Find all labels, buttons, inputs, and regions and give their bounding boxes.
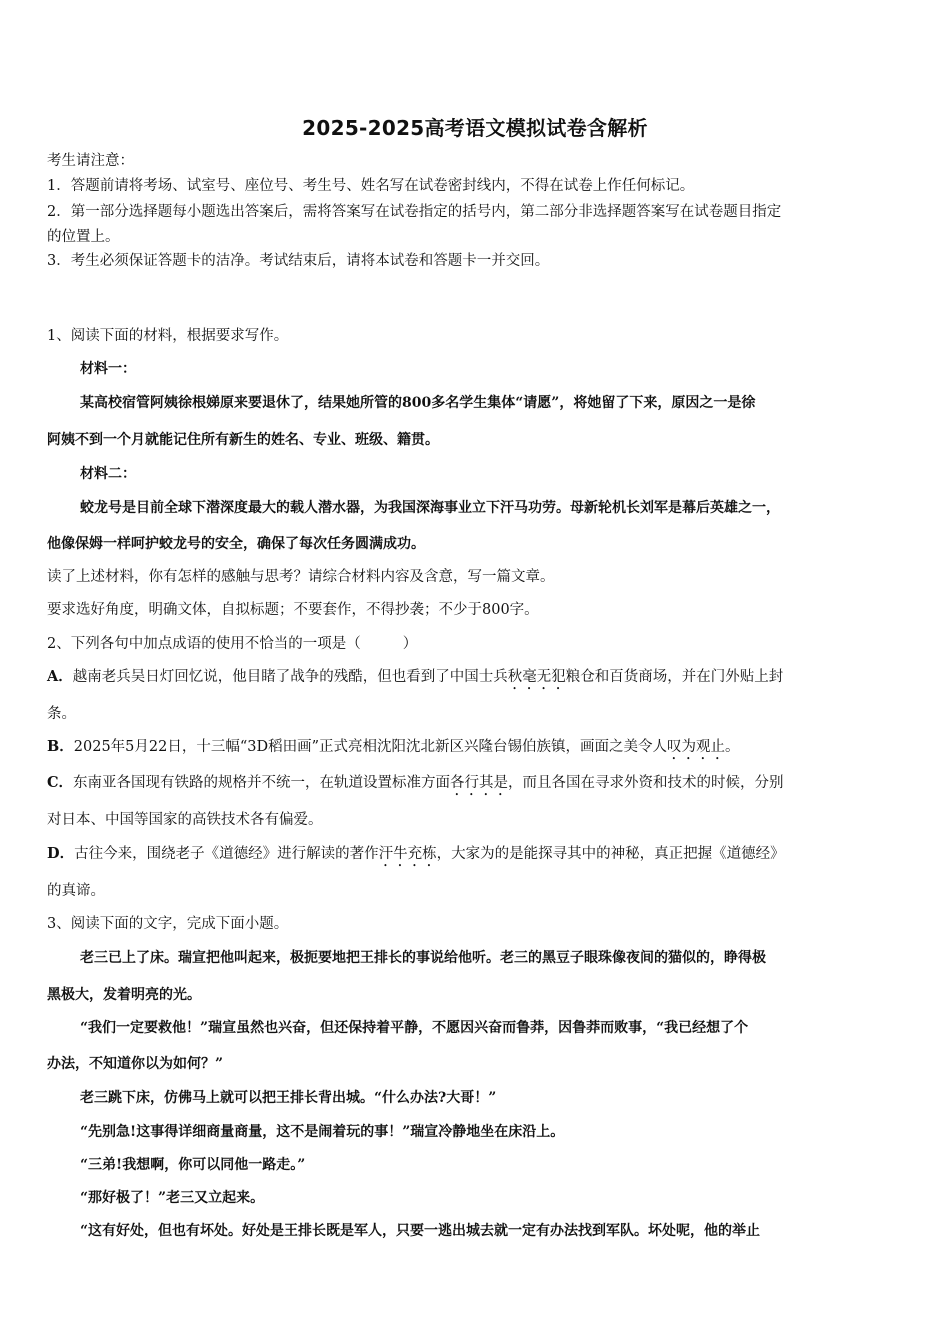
q3-stem: 3、阅读下面的文字，完成下面小题。 (47, 916, 289, 932)
q1-material1-label: 材料一： (80, 361, 136, 377)
option-c-label: C． (47, 774, 74, 791)
option-d-label: D． (47, 845, 75, 862)
option-c-text: 东南亚各国现有铁路的规格并不统一，在轨道设置标准方面 (73, 775, 451, 791)
q3-para7: “这有好处，但也有坏处。好处是王排长既是军人，只要一逃出城去就一定有办法找到军队。坏处呢，他的举止 (80, 1223, 761, 1239)
q2-option-a-cont: 条。 (47, 706, 76, 722)
q3-para1-line1: 老三已上了床。瑞宣把他叫起来，极扼要地把王排长的事说给他听。老三的黑豆子眼珠像夜间的猫似的，睁得极 (80, 950, 766, 966)
q3-para6: “那好极了！”老三又立起来。 (80, 1190, 265, 1206)
option-c-idiom: 各行其是 (450, 775, 509, 791)
q2-option-d-cont: 的真谛。 (47, 883, 105, 899)
q3-para5: “三弟!我想啊，你可以同他一路走。” (80, 1157, 306, 1173)
q2-option-c (47, 773, 784, 799)
notice-item-2-cont: 的位置上。 (47, 229, 120, 245)
q2-stem (47, 634, 417, 654)
q1-stem: 1、阅读下面的材料，根据要求写作。 (47, 328, 289, 344)
q2-stem-text: 2、下列各句中加点成语的使用不恰当的一项是（ (47, 636, 361, 652)
option-d-idiom: 汗牛充栋 (378, 846, 437, 862)
option-b-text-end: 。 (725, 739, 740, 755)
q1-material1-line2: 阿姨不到一个月就能记住所有新生的姓名、专业、班级、籍贯。 (47, 432, 439, 448)
notice-item-3: 3．考生必须保证答题卡的洁净。考试结束后，请将本试卷和答题卡一并交回。 (47, 253, 550, 269)
option-c-text-end: ，而且各国在寻求外资和技术的时候，分别 (508, 775, 784, 791)
option-b-label: B． (47, 738, 74, 755)
q3-para2-line1: “我们一定要救他！”瑞宣虽然也兴奋，但还保持着平静，不愿因兴奋而鲁莽，因鲁莽而败事，“我已经想了个 (80, 1020, 749, 1036)
q1-material1-line1: 某高校宿管阿姨徐根娣原来要退休了，结果她所管的800多名学生集体“请愿”，将她留了下来，原因之一是徐 (80, 395, 756, 411)
option-d-text-end: ，大家为的是能探寻其中的神秘，真正把握《道德经》 (436, 846, 785, 862)
option-a-text-end: 粮仓和百货商场，并在门外贴上封 (565, 669, 784, 685)
q1-requirement-2: 要求选好角度，明确文体，自拟标题；不要套作，不得抄袭；不少于800字。 (47, 602, 539, 618)
q3-para4: “先别急!这事得详细商量商量，这不是闹着玩的事！”瑞宣冷静地坐在床沿上。 (80, 1124, 565, 1140)
q2-option-b (47, 737, 740, 763)
q2-option-d (47, 844, 785, 870)
page-title: 2025-2025高考语文模拟试卷含解析 (302, 116, 648, 140)
q3-para3: 老三跳下床，仿佛马上就可以把王排长背出城。“什么办法?大哥！” (80, 1090, 497, 1106)
option-a-idiom: 秋毫无犯 (507, 669, 566, 685)
option-a-text: 越南老兵吴日灯回忆说，他目睹了战争的残酷，但也看到了中国士兵 (72, 669, 508, 685)
option-b-text: 2025年5月22日，十三幅“3D稻田画”正式亮相沈阳沈北新区兴隆台锡伯族镇，画面之美令人 (73, 739, 668, 755)
q1-material2-label: 材料二： (80, 466, 136, 482)
notice-item-2: 2．第一部分选择题每小题选出答案后，需将答案写在试卷指定的括号内，第二部分非选择题答案写在试卷题目指定 (47, 204, 782, 220)
q1-material2-line1: 蛟龙号是目前全球下潜深度最大的载人潜水器，为我国深海事业立下汗马功劳。母新轮机长刘军是幕后英雄之一， (80, 500, 780, 516)
q1-requirement-1: 读了上述材料，你有怎样的感触与思考？请综合材料内容及含意，写一篇文章。 (47, 569, 555, 585)
q2-option-a (47, 667, 783, 693)
option-b-idiom: 叹为观止 (667, 739, 726, 755)
notice-item-1: 1．答题前请将考场、试室号、座位号、考生号、姓名写在试卷密封线内，不得在试卷上作任何标记。 (47, 178, 695, 194)
q1-material2-line2: 他像保姆一样呵护蛟龙号的安全，确保了每次任务圆满成功。 (47, 536, 425, 552)
q2-option-c-cont: 对日本、中国等国家的高铁技术各有偏爱。 (47, 812, 323, 828)
q3-para1-line2: 黑极大，发着明亮的光。 (47, 987, 201, 1003)
option-a-label: A． (47, 668, 73, 685)
q2-stem-close: ） (402, 636, 418, 652)
q3-para2-line2: 办法，不知道你以为如何？” (47, 1056, 224, 1072)
option-d-text: 古往今来，围绕老子《道德经》进行解读的著作 (74, 846, 379, 862)
notice-heading: 考生请注意： (47, 153, 134, 169)
